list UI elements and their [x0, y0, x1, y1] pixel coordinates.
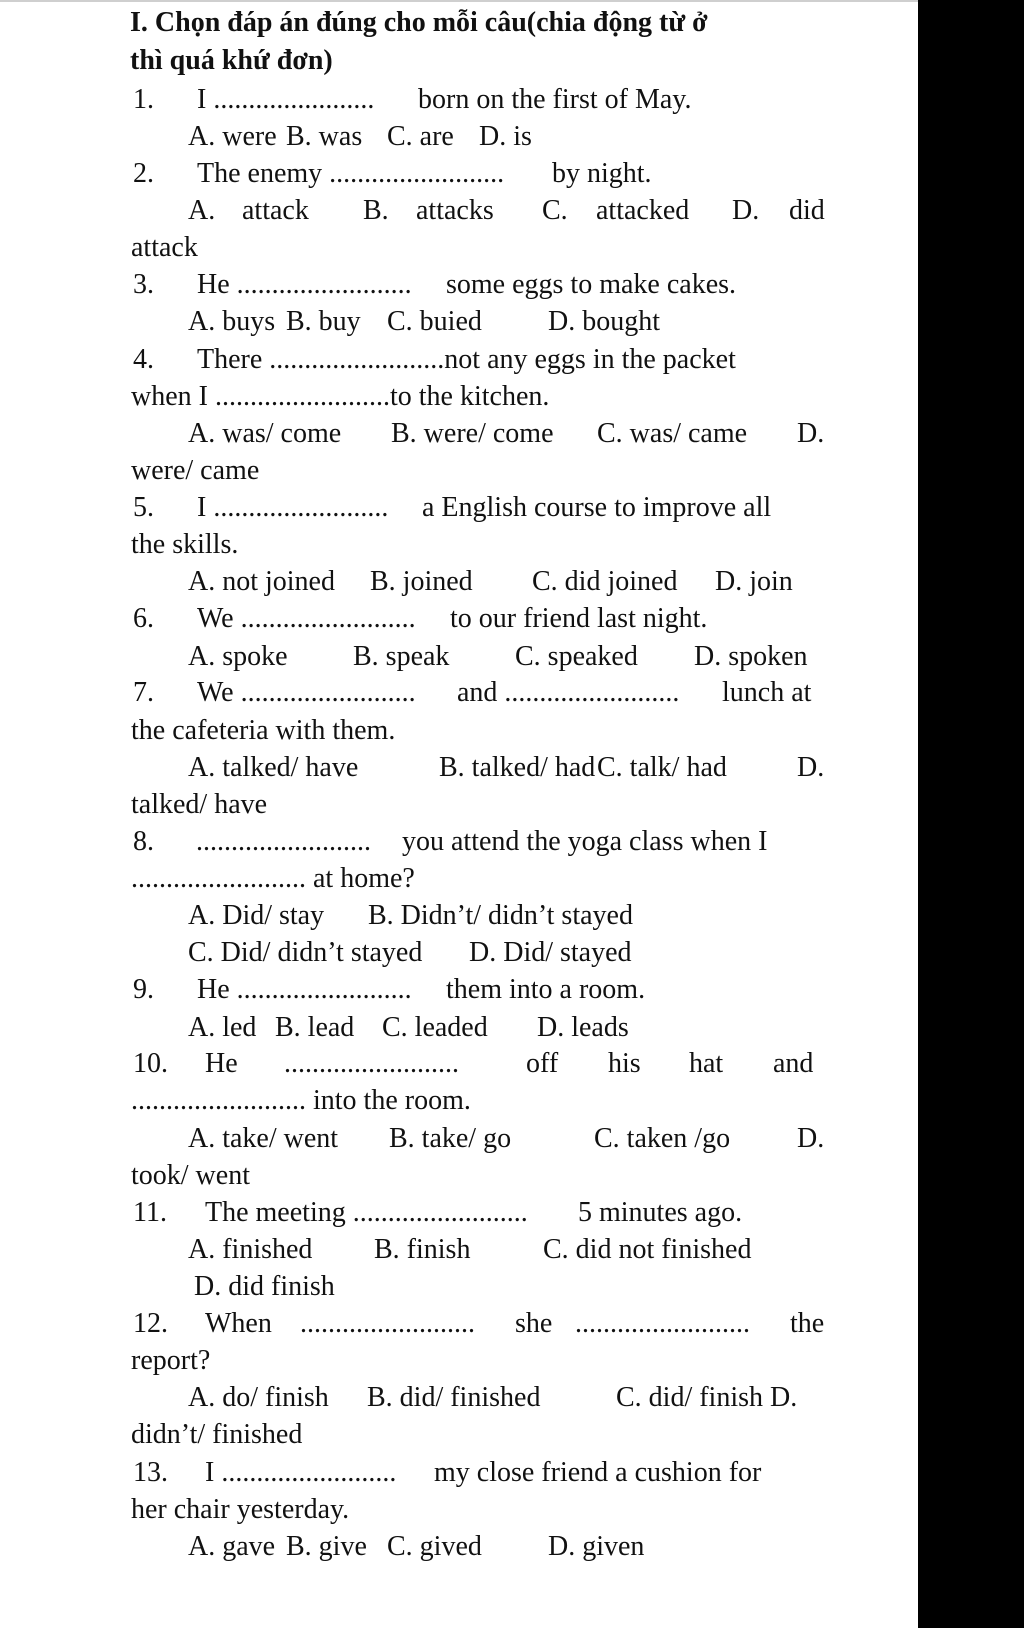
question-text: you attend the yoga class when I	[402, 826, 768, 857]
question-text: 5 minutes ago.	[578, 1197, 743, 1228]
option-d-letter: D.	[732, 195, 760, 226]
option-d-letter: D.	[797, 1123, 825, 1154]
option-b: B. talked/ had	[439, 752, 596, 783]
option-d-letter: D.	[797, 752, 825, 783]
heading-line-2: thì quá khứ đơn)	[130, 45, 333, 76]
option-c: C. did not finished	[543, 1234, 752, 1265]
question-text: I .........................	[197, 492, 389, 523]
question-text: He .........................	[197, 974, 412, 1005]
option-d: D. bought	[548, 306, 660, 337]
option-c: C. taken /go	[594, 1123, 731, 1154]
option-d-text-cont: attack	[131, 232, 198, 263]
option-a: A. were	[188, 121, 277, 152]
option-d: D. Did/ stayed	[469, 937, 632, 968]
option-b: B. finish	[374, 1234, 471, 1265]
option-b: B. did/ finished	[367, 1382, 541, 1413]
question-text: He	[205, 1048, 238, 1079]
option-d-text: talked/ have	[131, 789, 268, 820]
question-text-cont: the cafeteria with them.	[131, 715, 396, 746]
option-b: B. Didn’t/ didn’t stayed	[368, 900, 633, 931]
option-a-letter: A.	[188, 195, 216, 226]
question-text: When	[205, 1308, 272, 1339]
option-a: A. do/ finish	[188, 1382, 329, 1413]
question-text: I .......................	[197, 84, 375, 115]
question-text: the	[790, 1308, 825, 1339]
question-text: she	[515, 1308, 553, 1339]
option-c-letter: C.	[542, 195, 568, 226]
question-text: by night.	[552, 158, 652, 189]
question-text: some eggs to make cakes.	[446, 269, 737, 300]
option-d: D. is	[479, 121, 532, 152]
option-c: C. was/ came	[597, 418, 748, 449]
option-d-text: did	[789, 195, 825, 226]
option-a: A. buys	[188, 306, 276, 337]
question-text: I .........................	[205, 1457, 397, 1488]
question-text: his	[608, 1048, 641, 1079]
question-text-cont: ......................... into the room.	[131, 1085, 471, 1116]
option-c: C. gived	[387, 1531, 482, 1562]
question-number: 7.	[133, 677, 154, 708]
question-number: 1.	[133, 84, 154, 115]
option-c: C. buied	[387, 306, 482, 337]
question-text: The enemy .........................	[197, 158, 505, 189]
question-number: 10.	[133, 1048, 168, 1079]
option-d-letter: D.	[797, 418, 825, 449]
question-number: 13.	[133, 1457, 168, 1488]
option-d: D. spoken	[694, 641, 808, 672]
option-b: B. buy	[286, 306, 361, 337]
option-d-text: didn’t/ finished	[131, 1419, 303, 1450]
option-b: B. were/ come	[391, 418, 554, 449]
question-number: 2.	[133, 158, 154, 189]
question-blank: .........................	[284, 1048, 459, 1079]
question-text: off	[526, 1048, 559, 1079]
question-blank: .........................	[575, 1308, 750, 1339]
option-b: B. was	[286, 121, 363, 152]
option-c: C. talk/ had	[597, 752, 727, 783]
option-a: A. was/ come	[188, 418, 342, 449]
question-text: a English course to improve all	[422, 492, 772, 523]
option-c-text: attacked	[596, 195, 690, 226]
question-text: There .........................not any eggs in the packet	[197, 344, 736, 375]
option-a-text: attack	[242, 195, 309, 226]
option-a: A. not joined	[188, 566, 335, 597]
question-number: 6.	[133, 603, 154, 634]
question-text-cont: her chair yesterday.	[131, 1494, 350, 1525]
option-a: A. led	[188, 1012, 257, 1043]
option-a: A. finished	[188, 1234, 313, 1265]
question-number: 12.	[133, 1308, 168, 1339]
option-c: C. Did/ didn’t stayed	[188, 937, 423, 968]
option-b-text: attacks	[416, 195, 494, 226]
question-text: We .........................	[197, 603, 416, 634]
question-blank: .........................	[300, 1308, 475, 1339]
option-a: A. talked/ have	[188, 752, 359, 783]
option-b: B. lead	[275, 1012, 355, 1043]
option-b-letter: B.	[363, 195, 389, 226]
question-number: 9.	[133, 974, 154, 1005]
option-d: D. leads	[537, 1012, 629, 1043]
option-d-text: were/ came	[131, 455, 260, 486]
question-text-cont: the skills.	[131, 529, 239, 560]
question-text: lunch at	[722, 677, 812, 708]
question-number: 3.	[133, 269, 154, 300]
question-text-cont: ......................... at home?	[131, 863, 415, 894]
option-a: A. spoke	[188, 641, 288, 672]
option-c: C. are	[387, 121, 454, 152]
question-number: 8.	[133, 826, 154, 857]
question-number: 5.	[133, 492, 154, 523]
option-c: C. did/ finish D.	[616, 1382, 798, 1413]
question-text-cont: report?	[131, 1345, 211, 1376]
option-a: A. gave	[188, 1531, 276, 1562]
option-b: B. speak	[353, 641, 450, 672]
question-text: and .........................	[457, 677, 680, 708]
question-text: The meeting .........................	[205, 1197, 528, 1228]
question-number: 4.	[133, 344, 154, 375]
question-number: 11.	[133, 1197, 167, 1228]
question-text: hat	[689, 1048, 724, 1079]
option-c: C. speaked	[515, 641, 638, 672]
option-c: C. leaded	[382, 1012, 488, 1043]
option-d-text: took/ went	[131, 1160, 250, 1191]
option-a: A. Did/ stay	[188, 900, 325, 931]
option-d: D. did finish	[194, 1271, 335, 1302]
option-b: B. joined	[370, 566, 473, 597]
question-blank: .........................	[196, 826, 371, 857]
heading-line-1: I. Chọn đáp án đúng cho mỗi câu(chia động từ ở	[130, 7, 708, 38]
option-d: D. given	[548, 1531, 645, 1562]
option-d: D. join	[715, 566, 793, 597]
question-text: them into a room.	[446, 974, 646, 1005]
question-text: to our friend last night.	[450, 603, 708, 634]
question-text: He .........................	[197, 269, 412, 300]
question-text: We .........................	[197, 677, 416, 708]
question-text: and	[773, 1048, 814, 1079]
question-text: my close friend a cushion for	[434, 1457, 762, 1488]
option-b: B. take/ go	[389, 1123, 512, 1154]
question-text: born on the first of May.	[418, 84, 692, 115]
question-text-cont: when I .........................to the kitchen.	[131, 381, 550, 412]
section-heading	[130, 4, 830, 80]
option-a: A. take/ went	[188, 1123, 339, 1154]
option-b: B. give	[286, 1531, 367, 1562]
option-c: C. did joined	[532, 566, 678, 597]
